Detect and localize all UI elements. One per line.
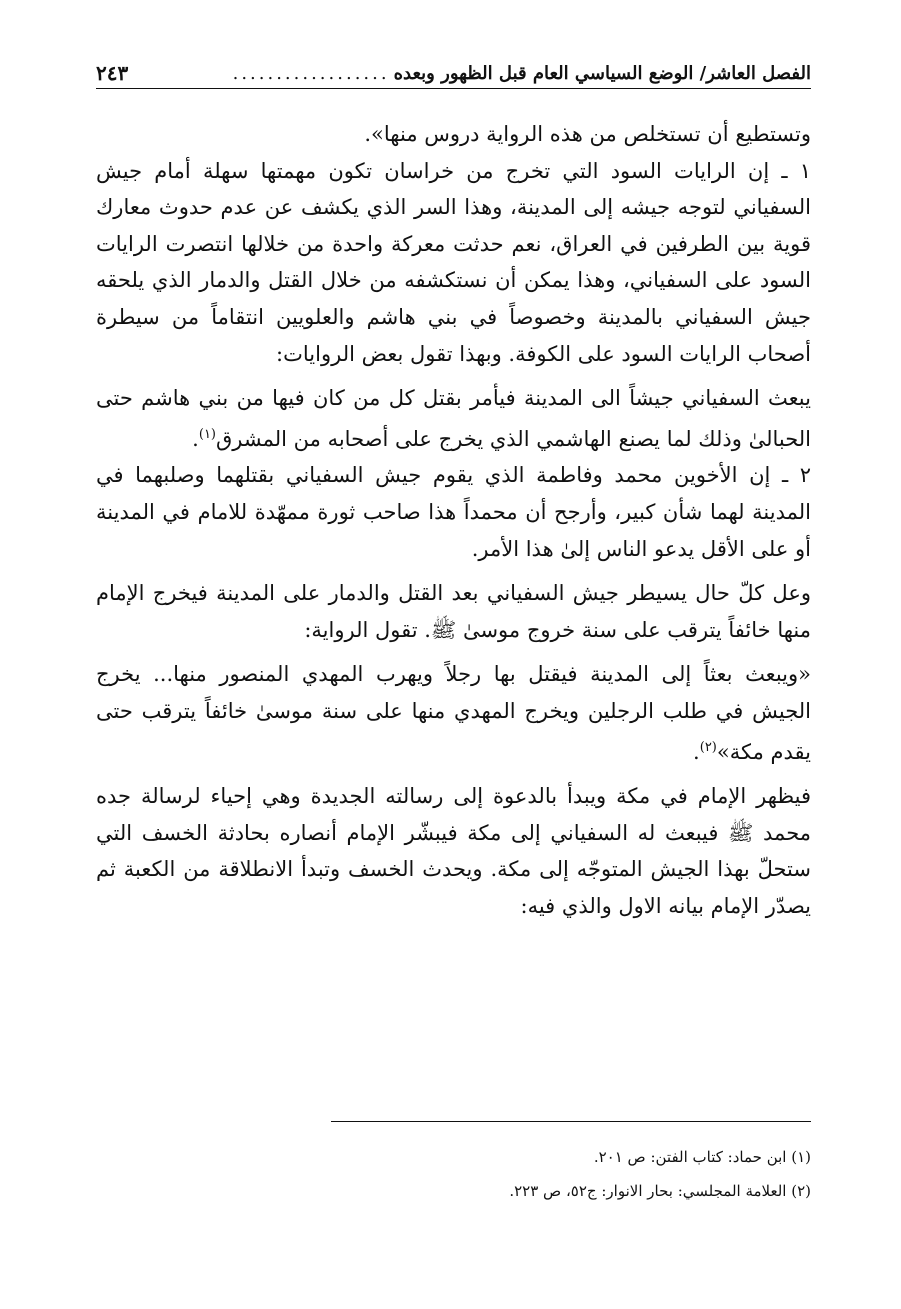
- paragraph: [96, 457, 811, 567]
- paragraph: [96, 656, 811, 770]
- paragraph-text: يبعث السفياني جيشاً الى المدينة فيأمر بقتل كل من كان فيها من بني هاشم حتى الحبالىٰ وذلك لما يصنع الهاشمي الذي يخرج على أصحابه من المشرق: [96, 386, 811, 451]
- running-header: [96, 58, 811, 89]
- footnote-divider: [331, 1121, 811, 1122]
- punctuation: .: [693, 739, 700, 764]
- header-title-group: [233, 63, 811, 84]
- footnote: (١) ابن حماد: كتاب الفتن: ص ٢٠١.: [593, 1148, 811, 1166]
- body-text: [96, 116, 811, 924]
- paragraph-text: وعل كلّ حال يسيطر جيش السفياني بعد القتل والدمار على المدينة فيخرج الإمام منها خائفاً يترقب على سنة خروج موسىٰ ﷺ. تقول الرواية:: [96, 581, 811, 642]
- paragraph-text: ٢ ـ إن الأخوين محمد وفاطمة الذي يقوم جيش السفياني بقتلهما وصلبهما في المدينة لهما شأن كبير، وأرجح أن محمداً هذا صاحب ثورة ممهّدة للامام في المدينة أو على الأقل يدعو الناس إلىٰ هذا الأمر.: [96, 463, 811, 561]
- paragraph-text: فيظهر الإمام في مكة ويبدأ بالدعوة إلى رسالته الجديدة وهي إحياء لرسالة جده محمد ﷺ فيبعث له السفياني إلى مكة فيبشّر الإمام أنصاره بحادثة الخسف التي ستحلّ بهذا الجيش المتوجّه إلى مكة. ويحدث الخسف وتبدأ الانطلاقة من الكعبة ثم يصدّر الإمام بيانه الاول والذي فيه:: [96, 784, 811, 918]
- paragraph-text: ١ ـ إن الرايات السود التي تخرج من خراسان تكون مهمتها سهلة أمام جيش السفياني لتوجه جيشه إلى المدينة، وهذا السر الذي يكشف عن عدم حدوث معارك قوية بين الطرفين في العراق، نعم حدثت معركة واحدة من خلالها انتصرت الرايات السود على السفياني، وهذا يمكن أن نستكشفه من خلال القتل والدمار الذي يلحقه جيش السفياني بالمدينة وخصوصاً في بني هاشم والعلويين انتقاماً من سيطرة أصحاب الرايات السود على الكوفة. وبهذا تقول بعض الروايات:: [96, 158, 811, 366]
- footnote-ref: (١): [198, 426, 216, 442]
- paragraph-text: وتستطيع أن تستخلص من هذه الرواية دروس منها».: [364, 122, 811, 146]
- paragraph: [96, 116, 811, 153]
- footnotes: [331, 1140, 811, 1208]
- paragraph-text: «ويبعث بعثاً إلى المدينة فيقتل بها رجلاً ويهرب المهدي المنصور منها... يخرج الجيش في طلب الرجلين ويخرج المهدي منها على سنة موسىٰ خائفاً يترقب حتى يقدم مكة»: [96, 662, 811, 764]
- paragraph: [96, 778, 811, 924]
- footnote-ref: (٢): [699, 739, 717, 755]
- paragraph: [96, 575, 811, 648]
- punctuation: .: [192, 426, 199, 451]
- leader-dots: ..................: [232, 62, 390, 84]
- footnote: (٢) العلامة المجلسي: بحار الانوار: ج٥٢، ص ٢٢٣.: [509, 1182, 811, 1200]
- paragraph: [96, 153, 811, 373]
- page-number: ٢٤٣: [96, 61, 129, 85]
- paragraph: [96, 380, 811, 457]
- chapter-title: الفصل العاشر/ الوضع السياسي العام قبل الظهور وبعده: [393, 62, 811, 84]
